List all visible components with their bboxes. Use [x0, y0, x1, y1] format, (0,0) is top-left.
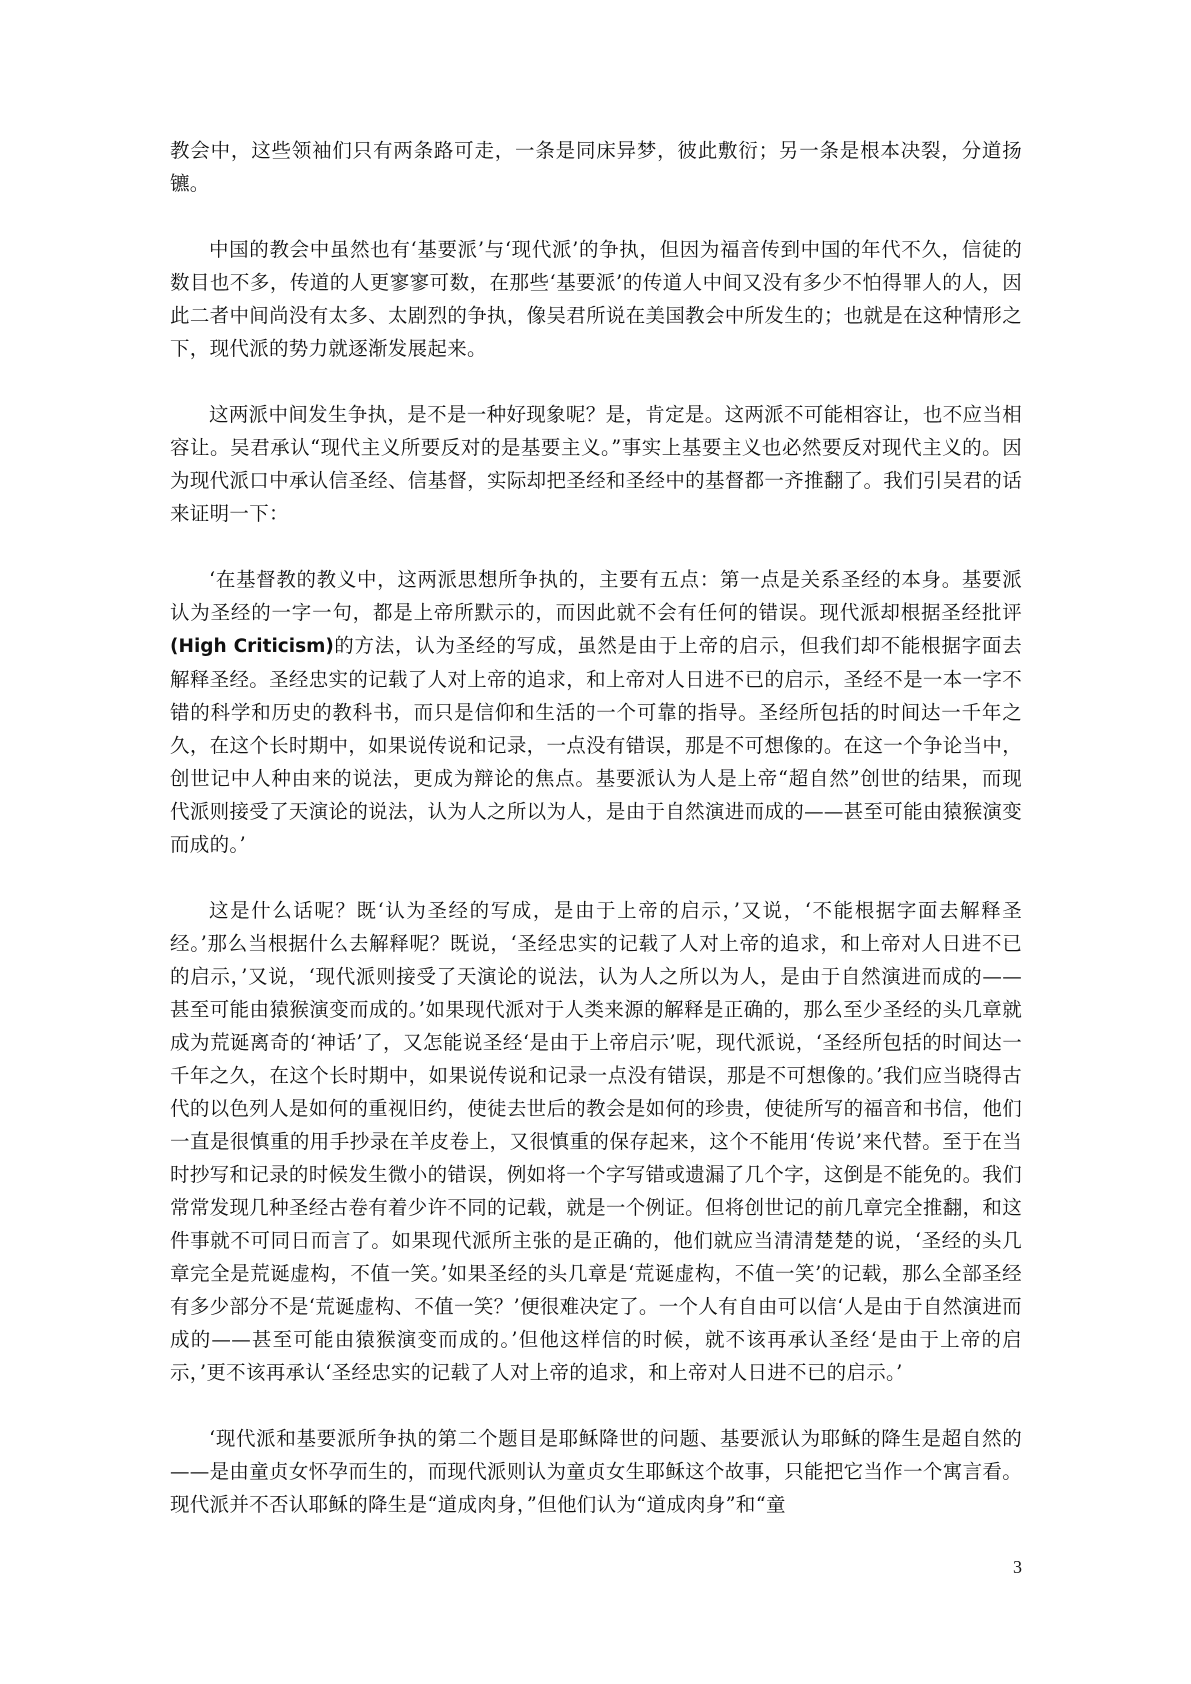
paragraph-6: ‘现代派和基要派所争执的第二个题目是耶稣降世的问题、基要派认为耶稣的降生是超自然的——是由童贞女怀孕而生的，而现代派则认为童贞女生耶稣这个故事，只能把它当作一个寓言看。现代派并不否认耶稣的降生是“道成肉身，”但他们认为“道成肉身”和“童: [170, 1427, 1022, 1516]
quote-text-before: ‘在基督教的教义中，这两派思想所争执的，主要有五点：第一点是关系圣经的本身。基要派认为圣经的一字一句，都是上帝所默示的，而因此就不会有任何的错误。现代派却根据圣经批评: [170, 568, 1022, 624]
document-page: [170, 134, 1022, 1554]
paragraph-4-quote: [170, 563, 1022, 861]
high-criticism-term: (High Criticism): [170, 636, 334, 657]
page-number: 3: [1013, 1557, 1022, 1577]
paragraph-2: 中国的教会中虽然也有‘基要派’与‘现代派’的争执，但因为福音传到中国的年代不久，信徒的数目也不多，传道的人更寥寥可数，在那些‘基要派’的传道人中间又没有多少不怕得罪人的人，因此二者中间尚没有太多、太剧烈的争执，像吴君所说在美国教会中所发生的；也就是在这种情形之下，现代派的势力就逐渐发展起来。: [170, 238, 1022, 360]
paragraph-3: 这两派中间发生争执，是不是一种好现象呢？是，肯定是。这两派不可能相容让，也不应当相容让。吴君承认“现代主义所要反对的是基要主义。”事实上基要主义也必然要反对现代主义的。因为现代派口中承认信圣经、信基督，实际却把圣经和圣经中的基督都一齐推翻了。我们引吴君的话来证明一下：: [170, 403, 1022, 525]
quote-text-after: 的方法，认为圣经的写成，虽然是由于上帝的启示，但我们却不能根据字面去解释圣经。圣经忠实的记载了人对上帝的追求，和上帝对人日进不已的启示，圣经不是一本一字不错的科学和历史的教科书，而只是信仰和生活的一个可靠的指导。圣经所包括的时间达一千年之久，在这个长时期中，如果说传说和记录，一点没有错误，那是不可想像的。在这一个争论当中，创世记中人种由来的说法，更成为辩论的焦点。基要派认为人是上帝“超自然”创世的结果，而现代派则接受了天演论的说法，认为人之所以为人，是由于自然演进而成的——甚至可能由猿猴演变而成的。’: [170, 634, 1022, 856]
paragraph-1: 教会中，这些领袖们只有两条路可走，一条是同床异梦，彼此敷衍；另一条是根本决裂，分道扬镳。: [170, 139, 1022, 195]
paragraph-5: 这是什么话呢？既‘认为圣经的写成，是由于上帝的启示，’又说，‘不能根据字面去解释圣经。’那么当根据什么去解释呢？既说，‘圣经忠实的记载了人对上帝的追求，和上帝对人日进不已的启示，’又说，‘现代派则接受了天演论的说法，认为人之所以为人，是由于自然演进而成的——甚至可能由猿猴演变而成的。’如果现代派对于人类来源的解释是正确的，那么至少圣经的头几章就成为荒诞离奇的‘神话’了，又怎能说圣经‘是由于上帝启示’呢，现代派说，‘圣经所包括的时间达一千年之久，在这个长时期中，如果说传说和记录一点没有错误，那是不可想像的。’我们应当晓得古代的以色列人是如何的重视旧约，使徒去世后的教会是如何的珍贵，使徒所写的福音和书信，他们一直是很慎重的用手抄录在羊皮卷上，又很慎重的保存起来，这个不能用‘传说’来代替。至于在当时抄写和记录的时候发生微小的错误，例如将一个字写错或遗漏了几个字，这倒是不能免的。我们常常发现几种圣经古卷有着少许不同的记载，就是一个例证。但将创世记的前几章完全推翻，和这件事就不可同日而言了。如果现代派所主张的是正确的，他们就应当清清楚楚的说，‘圣经的头几章完全是荒诞虚构，不值一笑。’如果圣经的头几章是‘荒诞虚构，不值一笑’的记载，那么全部圣经有多少部分不是‘荒诞虚构、不值一笑？’便很难决定了。一个人有自由可以信‘人是由于自然演进而成的——甚至可能由猿猴演变而成的。’但他这样信的时候，就不该再承认圣经‘是由于上帝的启示，’更不该再承认‘圣经忠实的记载了人对上帝的追求，和上帝对人日进不已的启示。’: [170, 899, 1022, 1384]
